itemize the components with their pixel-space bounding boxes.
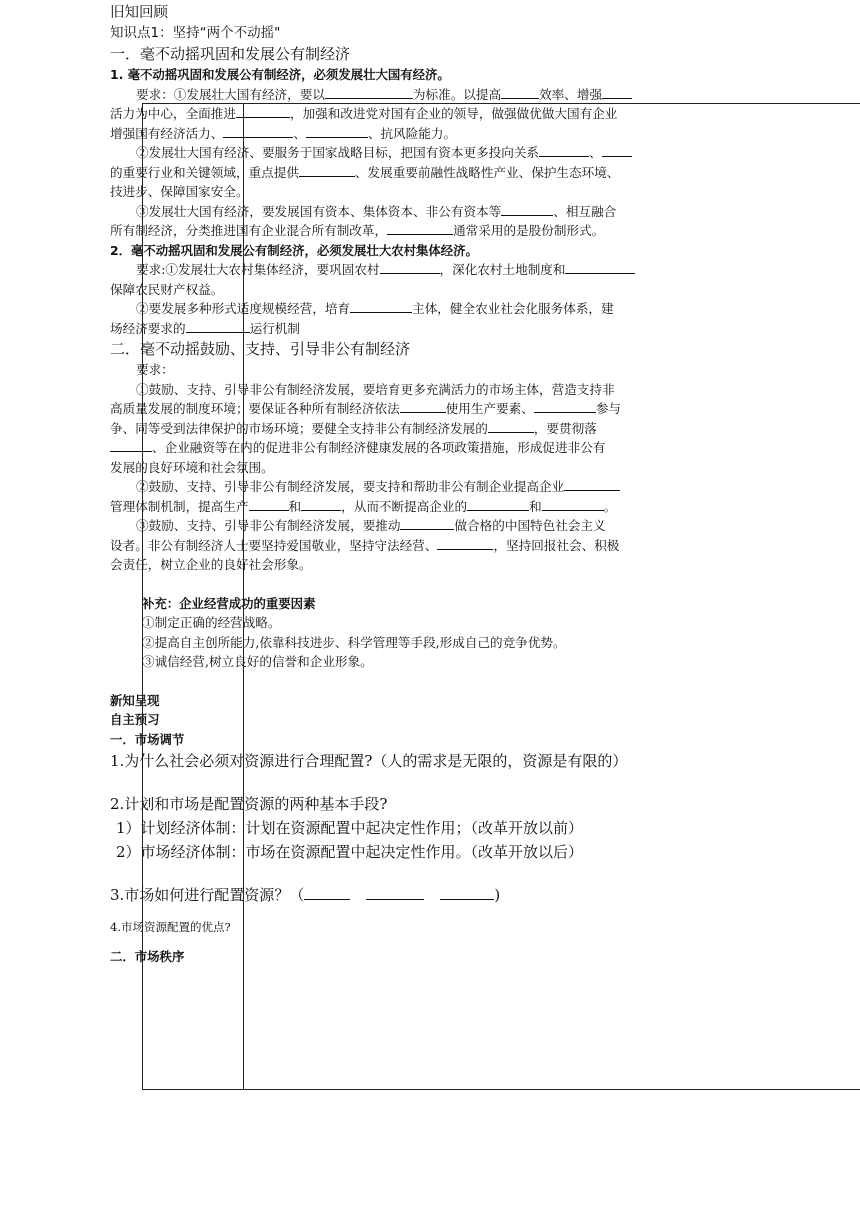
req3-line-1: ①鼓励、支持、引导非公有制经济发展，要培育更多充满活力的市场主体，营造支持非: [136, 381, 615, 397]
req2-line-3: ②要发展多种形式适度规模经营，培育 主体，健全农业社会化服务体系，建: [136, 301, 614, 316]
fill-blank[interactable]: [350, 300, 412, 313]
req1-line-1: 要求：①发展壮大国有经济，要以 为标准。以提高 效率、增强: [110, 85, 750, 105]
req2-line-1: 要求:①发展壮大农村集体经济，要巩固农村 ，深化农村土地制度和: [110, 260, 750, 280]
self-preview-title: 自主预习: [110, 712, 160, 727]
fill-blank[interactable]: [565, 261, 635, 274]
market-regulation-title: 一．市场调节: [110, 731, 185, 747]
req1-line-7: ③发展壮大国有经济，要发展国有资本、集体资本、非公有资本等 、相互融合: [136, 203, 617, 219]
fill-blank[interactable]: [501, 86, 539, 99]
req1-line-5: 的重要行业和关键领域，重点提供 、发展重要前融性战略性产业、保护生态环境、: [110, 164, 620, 180]
req3-label: 要求：: [136, 362, 174, 377]
fill-blank[interactable]: [306, 125, 368, 138]
subsection-1-title: 1. 毫不动摇巩固和发展公有制经济，必须发展壮大国有经济。: [110, 67, 450, 82]
question-2-item: 1）计划经济体制：计划在资源配置中起决定性作用；（改革开放以前）: [116, 819, 584, 837]
req1-line-2: 活力为中心，全面推进 ，加强和改进党对国有企业的领导，做强做优做大国有企业: [110, 106, 618, 121]
fill-blank[interactable]: [325, 86, 413, 99]
req3-line-5: 发展的良好环境和社会氛围。: [110, 459, 274, 475]
fill-blank[interactable]: [539, 144, 589, 157]
question-2-item: 2）市场经济体制：市场在资源配置中起决定性作用。（改革开放以后）: [116, 843, 584, 861]
supplement-item: ①制定正确的经营战略。: [142, 615, 281, 630]
req1-line-8: 所有制经济，分类推进国有企业混合所有制改革， 通常采用的是股份制形式。: [110, 223, 605, 238]
req3-line-10: 会责任，树立企业的良好社会形象。: [110, 557, 312, 572]
supplement-item: ③诚信经营,树立良好的信誉和企业形象。: [142, 654, 373, 669]
fill-blank[interactable]: [542, 498, 604, 511]
subsection-2-title: 2．毫不动摇巩固和发展公有制经济，必须发展壮大农村集体经济。: [110, 242, 478, 258]
fill-blank[interactable]: [488, 420, 534, 433]
fill-blank[interactable]: [400, 517, 454, 530]
req3-line-8: ③鼓励、支持、引导非公有制经济发展，要推动 做合格的中国特色社会主义: [136, 518, 606, 533]
req2-line-2: 保障农民财产权益。: [110, 281, 224, 297]
new-knowledge-title: 新知呈现: [110, 692, 160, 708]
content-cell: [110, 4, 750, 967]
supplement-item: ②提高自主创所能力,依靠科技进步、科学管理等手段,形成自己的竞争优势。: [142, 634, 566, 650]
knowledge-point-title: 知识点1：坚持“两个不动摇": [110, 25, 281, 41]
fill-blank[interactable]: [304, 887, 350, 900]
fill-blank[interactable]: [249, 498, 289, 511]
question-1: 1.为什么社会必须对资源进行合理配置?（人的需求是无限的，资源是有限的）: [110, 752, 628, 770]
question-2: 2.计划和市场是配置资源的两种基本手段?: [110, 795, 388, 813]
fill-blank[interactable]: [602, 86, 632, 99]
req3-line-3: 争、同等受到法律保护的市场环境；要健全支持非公有制经济发展的 ，要贯彻落: [110, 420, 597, 436]
market-order-title: 二．市场秩序: [110, 949, 185, 964]
req2-line-4: 场经济要求的 运行机制: [110, 320, 300, 336]
section-2-title: 二．毫不动摇鼓励、支持、引导非公有制经济: [110, 340, 411, 358]
req3-line-2: 高质量发展的制度环境；要保证各种所有制经济依法 使用生产要素、 参与: [110, 401, 621, 416]
req1-line-4: ②发展壮大国有经济、要服务于国家战略目标，把国有资本更多投向关系 、: [110, 143, 750, 163]
fill-blank[interactable]: [387, 222, 453, 235]
fill-blank[interactable]: [366, 887, 424, 900]
req3-line-6: ②鼓励、支持、引导非公有制经济发展，要支持和帮助非公有制企业提高企业: [110, 477, 750, 497]
fill-blank[interactable]: [602, 144, 632, 157]
req3-line-9: 设者。非公有制经济人士要坚持爱国敬业，坚持守法经营、 ，坚持回报社会、积极: [110, 537, 620, 553]
fill-blank[interactable]: [467, 498, 529, 511]
question-4: 4.市场资源配置的优点?: [110, 920, 231, 934]
req1-line-3: 增强国有经济活力、 、 、抗风险能力。: [110, 125, 457, 141]
req3-line-4: 、企业融资等在内的促进非公有制经济健康发展的各项政策措施，形成促进非公有: [110, 438, 750, 458]
fill-blank[interactable]: [564, 478, 620, 491]
fill-blank[interactable]: [501, 203, 553, 216]
fill-blank[interactable]: [380, 261, 440, 274]
fill-blank[interactable]: [110, 439, 152, 452]
question-3: 3.市场如何进行配置资源？（ ): [110, 886, 501, 904]
fill-blank[interactable]: [223, 125, 293, 138]
fill-blank[interactable]: [186, 320, 250, 333]
review-title: 旧知回顾: [110, 5, 168, 21]
fill-blank[interactable]: [534, 400, 596, 413]
supplement-title: 补充：企业经营成功的重要因素: [142, 595, 316, 611]
fill-blank[interactable]: [440, 887, 494, 900]
fill-blank[interactable]: [299, 164, 355, 177]
fill-blank[interactable]: [236, 105, 290, 118]
req3-line-7: 管理体制机制，提高生产 和 ，从而不断提高企业的 和 。: [110, 498, 617, 514]
fill-blank[interactable]: [301, 498, 341, 511]
req1-line-6: 技进步、保障国家安全。: [110, 184, 249, 199]
fill-blank[interactable]: [400, 400, 446, 413]
fill-blank[interactable]: [437, 537, 493, 550]
section-1-title: 一．毫不动摇巩固和发展公有制经济: [110, 45, 351, 63]
